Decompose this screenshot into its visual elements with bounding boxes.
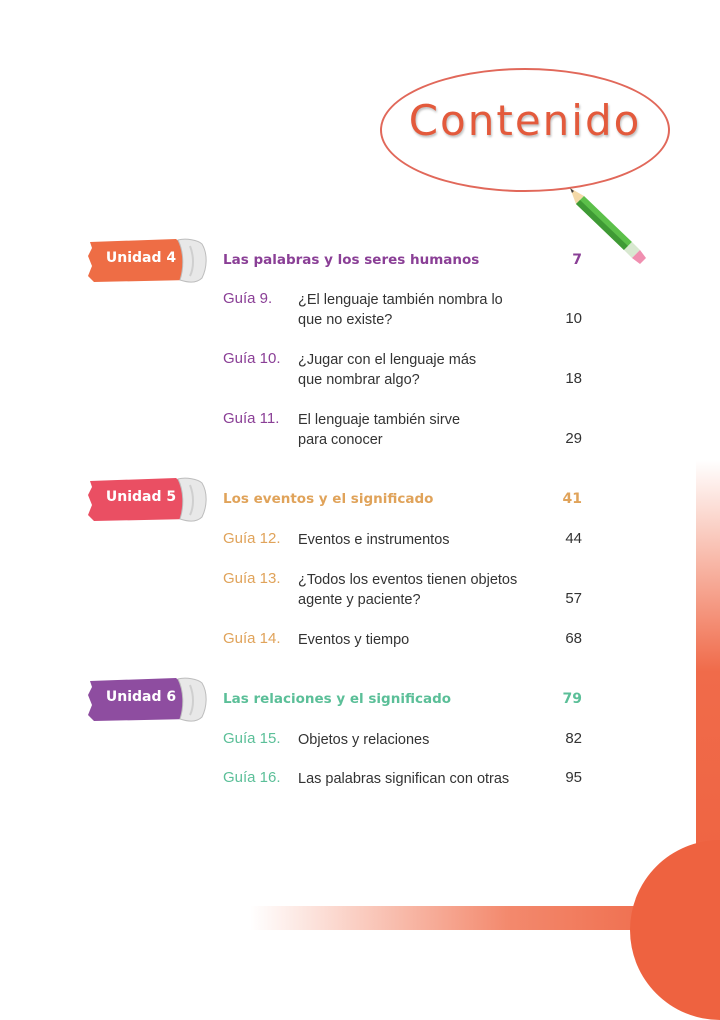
guide-page-number: 57: [565, 590, 582, 607]
guide-page-number: 18: [565, 370, 582, 387]
guide-title: Las palabras significan con otras: [298, 771, 510, 787]
corner-circle-decoration: [630, 840, 720, 1020]
guide-label: Guía 15.: [223, 730, 281, 747]
guide-label: Guía 10.: [223, 350, 281, 367]
guide-title: ¿Todos los eventos tienen objetos agente y paciente?: [298, 572, 518, 608]
guide-title: Eventos e instrumentos: [298, 532, 450, 548]
guide-label: Guía 9.: [223, 290, 273, 307]
guide-page-number: 29: [565, 430, 582, 447]
unit-page-number: 79: [562, 691, 582, 707]
unit-title: Las palabras y los seres humanos: [223, 252, 480, 268]
guide-page-number: 95: [565, 769, 582, 786]
guide-page-number: 68: [565, 630, 582, 647]
unit-page-number: 7: [572, 252, 582, 268]
guide-label: Guía 11.: [223, 410, 280, 427]
unit-badge: Unidad 6: [86, 675, 211, 723]
unit-title: Las relaciones y el significado: [223, 691, 452, 707]
unit-title: Los eventos y el significado: [223, 491, 434, 507]
guide-label: Guía 14.: [223, 630, 281, 647]
unit-badge: Unidad 5: [86, 475, 211, 523]
guide-title: Objetos y relaciones: [298, 732, 430, 748]
guide-page-number: 82: [565, 730, 582, 747]
guide-title: ¿El lenguaje también nombra lo que no existe?: [298, 292, 503, 328]
unit-page-number: 41: [562, 491, 582, 507]
guide-title: El lenguaje también sirve para conocer: [298, 412, 461, 448]
guide-title: ¿Jugar con el lenguaje más que nombrar algo?: [298, 352, 477, 388]
unit-badge: Unidad 4: [86, 236, 211, 284]
guide-page-number: 44: [565, 530, 582, 547]
guide-label: Guía 16.: [223, 769, 281, 786]
guide-label: Guía 12.: [223, 530, 281, 547]
page-title: Contenido: [408, 96, 642, 145]
guide-title: Eventos y tiempo: [298, 632, 410, 648]
guide-label: Guía 13.: [223, 570, 281, 587]
guide-page-number: 10: [565, 310, 582, 327]
